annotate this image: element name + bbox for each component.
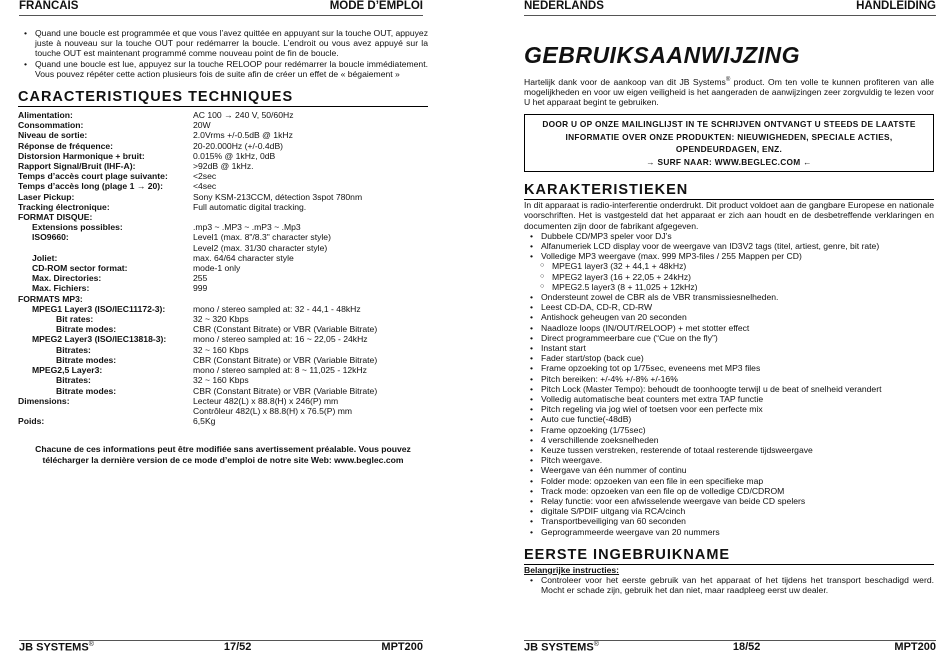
spec-value	[193, 294, 428, 304]
spec-value: mode-1 only	[193, 263, 241, 274]
list-item: • Frame opzoeking (1/75sec)	[524, 425, 934, 435]
right-content	[524, 22, 934, 595]
spec-row	[18, 110, 428, 120]
spec-value: 2.0Vrms +/-0.5dB @ 1kHz	[193, 130, 293, 141]
spec-label: FORMATS MP3:	[18, 293, 83, 304]
spec-row	[18, 396, 428, 406]
spec-row	[18, 283, 428, 293]
list-item: • Controleer voor het eerste gebruik van het apparaat of het tijdens het transport beschadigd werd. Mocht er schade zijn, gebruik het dan niet, maar raadpleeg eerst uw dealer.	[524, 575, 934, 595]
spec-value: 255	[193, 273, 208, 284]
spec-value: CBR (Constant Bitrate) or VBR (Variable Bitrate)	[193, 385, 378, 396]
spec-value	[193, 212, 428, 222]
spec-row	[18, 273, 428, 283]
list-item: • Relay functie: voor een afwisselende weergave van beide CD spelers	[524, 496, 934, 506]
list-item: • Geprogrammeerde weergave van 20 nummers	[524, 527, 934, 537]
spec-row	[18, 294, 428, 304]
spec-value: Contrôleur 482(L) x 88.8(H) x 76.5(P) mm	[193, 405, 353, 416]
spec-row	[18, 120, 428, 130]
spec-label: CD-ROM sector format:	[32, 263, 128, 274]
sub-list-item: ○ MPEG2.5 layer3 (8 + 11,025 + 12kHz)	[524, 282, 934, 292]
spec-label: MPEG1 Layer3 (ISO/IEC11172-3):	[32, 303, 166, 314]
spec-row	[18, 171, 428, 181]
mailing-list-box	[524, 114, 934, 172]
spec-value: 20-20.000Hz (+/-0.4dB)	[193, 140, 284, 151]
spec-row	[18, 334, 428, 344]
footer-model: MPT200	[894, 641, 936, 653]
spec-label	[18, 243, 193, 253]
header-section: MODE D’EMPLOI	[329, 0, 423, 12]
spec-row	[18, 406, 428, 416]
page-header	[19, 0, 423, 16]
spec-label: Tracking électronique:	[18, 201, 110, 212]
list-item: • Antishock geheugen van 20 seconden	[524, 312, 934, 322]
page-footer	[524, 640, 936, 655]
spec-row	[18, 365, 428, 375]
list-item: • Volledige MP3 weergave (max. 999 MP3-files / 255 Mappen per CD)	[524, 251, 934, 261]
spec-value: <4sec	[193, 181, 217, 192]
list-item: • Naadloze loops (IN/OUT/RELOOP) + met stotter effect	[524, 323, 934, 333]
spec-label: Niveau de sortie:	[18, 130, 88, 141]
spec-row	[18, 130, 428, 140]
list-item: • Folder mode: opzoeken van een file in een specifieke map	[524, 476, 934, 486]
list-item: • digitale S/PDIF uitgang via RCA/cinch	[524, 506, 934, 516]
spec-value: Sony KSM-213CCM, détection 3spot 780nm	[193, 191, 363, 202]
spec-row	[18, 355, 428, 365]
spec-label: Rapport Signal/Bruit (IHF-A):	[18, 161, 136, 172]
list-item: • Dubbele CD/MP3 speler voor DJ’s	[524, 231, 934, 241]
spec-value: AC 100 → 240 V, 50/60Hz	[193, 110, 294, 121]
list-item: • Alfanumeriek LCD display voor de weergave van ID3V2 tags (titel, artiest, genre, bit rate)	[524, 241, 934, 251]
spec-label: Joliet:	[32, 252, 58, 263]
spec-label: Temps d’accès long (plage 1 → 20):	[18, 181, 164, 192]
instructions-label: Belangrijke instructies:	[524, 564, 620, 575]
spec-value: 32 ~ 320 Kbps	[193, 314, 249, 325]
sub-list-item: ○ MPEG2 layer3 (16 + 22,05 + 24kHz)	[524, 272, 934, 282]
spec-value: >92dB @ 1kHz.	[193, 161, 254, 172]
spec-label: FORMAT DISQUE:	[18, 212, 93, 223]
footer-brand: JB SYSTEMS®	[19, 641, 94, 654]
spec-row	[18, 151, 428, 161]
intro-text: Hartelijk dank voor de aankoop van dit JB Systems® product. Om ten volle te kunnen profiteren van alle mogelijkheden en voor uw eigen veiligheid is het aangeraden de aanwijzingen zeer zorgvuldig te lezen voor U het apparaat begint te gebruiken.	[524, 76, 934, 108]
list-item: • Pitch weergave.	[524, 455, 934, 465]
list-item: • Frame opzoeking tot op 1/75sec, eveneens met MP3 files	[524, 363, 934, 373]
loop-bullet-list	[18, 28, 428, 79]
spec-row	[18, 202, 428, 212]
spec-label: Consommation:	[18, 120, 84, 131]
spec-row	[18, 212, 428, 222]
list-item: • Quand une boucle est lue, appuyez sur la touche RELOOP pour redémarrer la boucle immédiatement. Vous pouvez répéter cette action plusieurs fois de suite afin de créer un effet de « bégaiement »	[18, 59, 428, 79]
spec-value: mono / stereo sampled at: 8 ~ 11,025 - 12kHz	[193, 365, 367, 376]
spec-row	[18, 243, 428, 253]
spec-value: 6,5Kg	[193, 416, 216, 427]
left-page	[0, 0, 475, 654]
spec-value: 999	[193, 283, 208, 294]
spec-label: ISO9660:	[32, 232, 69, 243]
section-text: In dit apparaat is radio-interferentie onderdrukt. Dit product voldoet aan de gangbare Europese en nationale voorschriften. Het is vastgesteld dat het apparaat er zich aan houdt en de desbetreffende verklaringen en documenten zijn door de fabrikant afgegeven.	[524, 200, 934, 231]
spec-label: Bitrates:	[56, 344, 91, 355]
page-number: 17/52	[223, 641, 252, 653]
instructions-list	[524, 575, 934, 595]
spec-row	[18, 324, 428, 334]
page-header	[524, 0, 936, 16]
spec-value: Level1 (max. 8"/8.3" character style)	[193, 232, 331, 243]
page-number: 18/52	[732, 641, 761, 653]
spec-label: Dimensions:	[18, 395, 70, 406]
spec-row	[18, 345, 428, 355]
spec-value: Full automatic digital tracking.	[193, 201, 307, 212]
footer-model: MPT200	[381, 641, 423, 653]
feature-list	[524, 231, 934, 537]
list-item: • Weergave van één nummer of continu	[524, 465, 934, 475]
spec-value: 32 ~ 160 Kbps	[193, 344, 249, 355]
spec-label: Réponse de fréquence:	[18, 140, 114, 151]
spec-row	[18, 161, 428, 171]
spec-label: Poids:	[18, 416, 45, 427]
right-page	[475, 0, 950, 654]
spec-row	[18, 141, 428, 151]
spec-label: Max. Directories:	[32, 273, 102, 284]
list-item: • Instant start	[524, 343, 934, 353]
section-title: KARAKTERISTIEKEN	[524, 182, 934, 200]
list-item: • 4 verschillende zoeksnelheden	[524, 435, 934, 445]
spec-label: Distorsion Harmonique + bruit:	[18, 150, 145, 161]
spec-row	[18, 181, 428, 191]
spec-value: <2sec	[193, 171, 217, 182]
sub-list-item: ○ MPEG1 layer3 (32 + 44,1 + 48kHz)	[524, 261, 934, 271]
spec-table	[18, 110, 428, 426]
list-item: • Pitch regeling via jog wiel of toetsen voor een perfecte mix	[524, 404, 934, 414]
mailing-list-text: DOOR U OP ONZE MAILINGLIJST IN TE SCHRIJVEN ONTVANGT U STEEDS DE LAATSTE INFORMATIE OVER ONZE PRODUKTEN: NIEUWIGHEDEN, SPECIALE ACTIES, OPENDEURDAGEN, ENZ.	[542, 119, 916, 155]
list-item: • Quand une boucle est programmée et que vous l’avez quittée en appuyant sur la touche OUT, appuyez juste à nouveau sur la touche OUT pour redémarrer la boucle. L’endroit ou vous avez appuyé sur la touche OUT est maintenant programmé comme nouveau point de fin de boucle.	[18, 28, 428, 59]
spec-row	[18, 253, 428, 263]
section-title: EERSTE INGEBRUIKNAME	[524, 547, 934, 565]
spec-value: mono / stereo sampled at: 16 ~ 22,05 - 24kHz	[193, 334, 368, 345]
spec-value: CBR (Constant Bitrate) or VBR (Variable Bitrate)	[193, 354, 378, 365]
disclaimer-note: Chacune de ces informations peut être modifiée sans avertissement préalable. Vous pouvez télécharger la dernière version de ce mode d’emploi de notre site Web: www.beglec.com	[35, 444, 411, 465]
spec-label: Bitrates:	[56, 375, 91, 386]
footer-brand: JB SYSTEMS®	[524, 641, 599, 654]
spec-label: Laser Pickup:	[18, 191, 75, 202]
list-item: • Auto cue functie(-48dB)	[524, 414, 934, 424]
spec-label: Extensions possibles:	[32, 222, 123, 233]
website-link[interactable]: → SURF NAAR: WWW.BEGLEC.COM ←	[646, 156, 812, 167]
spec-row	[18, 304, 428, 314]
list-item: • Leest CD-DA, CD-R, CD-RW	[524, 302, 934, 312]
page-title: GEBRUIKSAANWIJZING	[524, 42, 801, 68]
spec-label: MPEG2 Layer3 (ISO/IEC13818-3):	[32, 334, 167, 345]
spec-value: CBR (Constant Bitrate) or VBR (Variable Bitrate)	[193, 324, 378, 335]
spec-value: 0.015% @ 1kHz, 0dB	[193, 150, 276, 161]
list-item: • Pitch bereiken: +/-4% +/-8% +/-16%	[524, 374, 934, 384]
spec-value: 32 ~ 160 Kbps	[193, 375, 249, 386]
list-item: • Transportbeveiliging van 60 seconden	[524, 516, 934, 526]
section-title: CARACTERISTIQUES TECHNIQUES	[18, 89, 428, 107]
list-item: • Ondersteunt zowel de CBR als de VBR transmissiesnelheden.	[524, 292, 934, 302]
spec-row	[18, 375, 428, 385]
header-section: HANDLEIDING	[856, 0, 936, 12]
spec-label	[18, 406, 193, 416]
spec-value: Lecteur 482(L) x 88.8(H) x 246(P) mm	[193, 395, 339, 406]
header-language: FRANCAIS	[19, 0, 79, 12]
spec-label: Bitrate modes:	[56, 385, 117, 396]
spec-row	[18, 222, 428, 232]
spec-row	[18, 386, 428, 396]
spec-row	[18, 192, 428, 202]
list-item: • Keuze tussen verstreken, resterende of totaal resterende tijdsweergave	[524, 445, 934, 455]
spec-value: Level2 (max. 31/30 character style)	[193, 242, 328, 253]
spec-row	[18, 416, 428, 426]
page-footer	[19, 640, 423, 655]
spec-value: 20W	[193, 120, 211, 131]
spec-value: max. 64/64 character style	[193, 252, 294, 263]
left-content	[18, 28, 428, 465]
list-item: • Fader start/stop (back cue)	[524, 353, 934, 363]
spec-row	[18, 263, 428, 273]
list-item: • Volledig automatische beat counters met extra TAP functie	[524, 394, 934, 404]
header-language: NEDERLANDS	[524, 0, 604, 12]
spec-row	[18, 314, 428, 324]
spec-value: .mp3 ~ .MP3 ~ .mP3 ~ .Mp3	[193, 222, 301, 233]
spec-label: Temps d’accès court plage suivante:	[18, 171, 168, 182]
spec-label: Max. Fichiers:	[32, 283, 90, 294]
list-item: • Track mode: opzoeken van een file op de volledige CD/CDROM	[524, 486, 934, 496]
list-item: • Pitch Lock (Master Tempo): behoudt de toonhoogte terwijl u de beat of snelheid verandert	[524, 384, 934, 394]
spec-label: Bitrate modes:	[56, 324, 117, 335]
spec-value: mono / stereo sampled at: 32 - 44,1 - 48kHz	[193, 303, 361, 314]
spec-label: Alimentation:	[18, 110, 73, 121]
spec-row	[18, 232, 428, 242]
spec-label: MPEG2,5 Layer3:	[32, 365, 103, 376]
spec-label: Bitrate modes:	[56, 354, 117, 365]
list-item: • Direct programmeerbare cue (“Cue on the fly”)	[524, 333, 934, 343]
spec-label: Bit rates:	[56, 314, 94, 325]
